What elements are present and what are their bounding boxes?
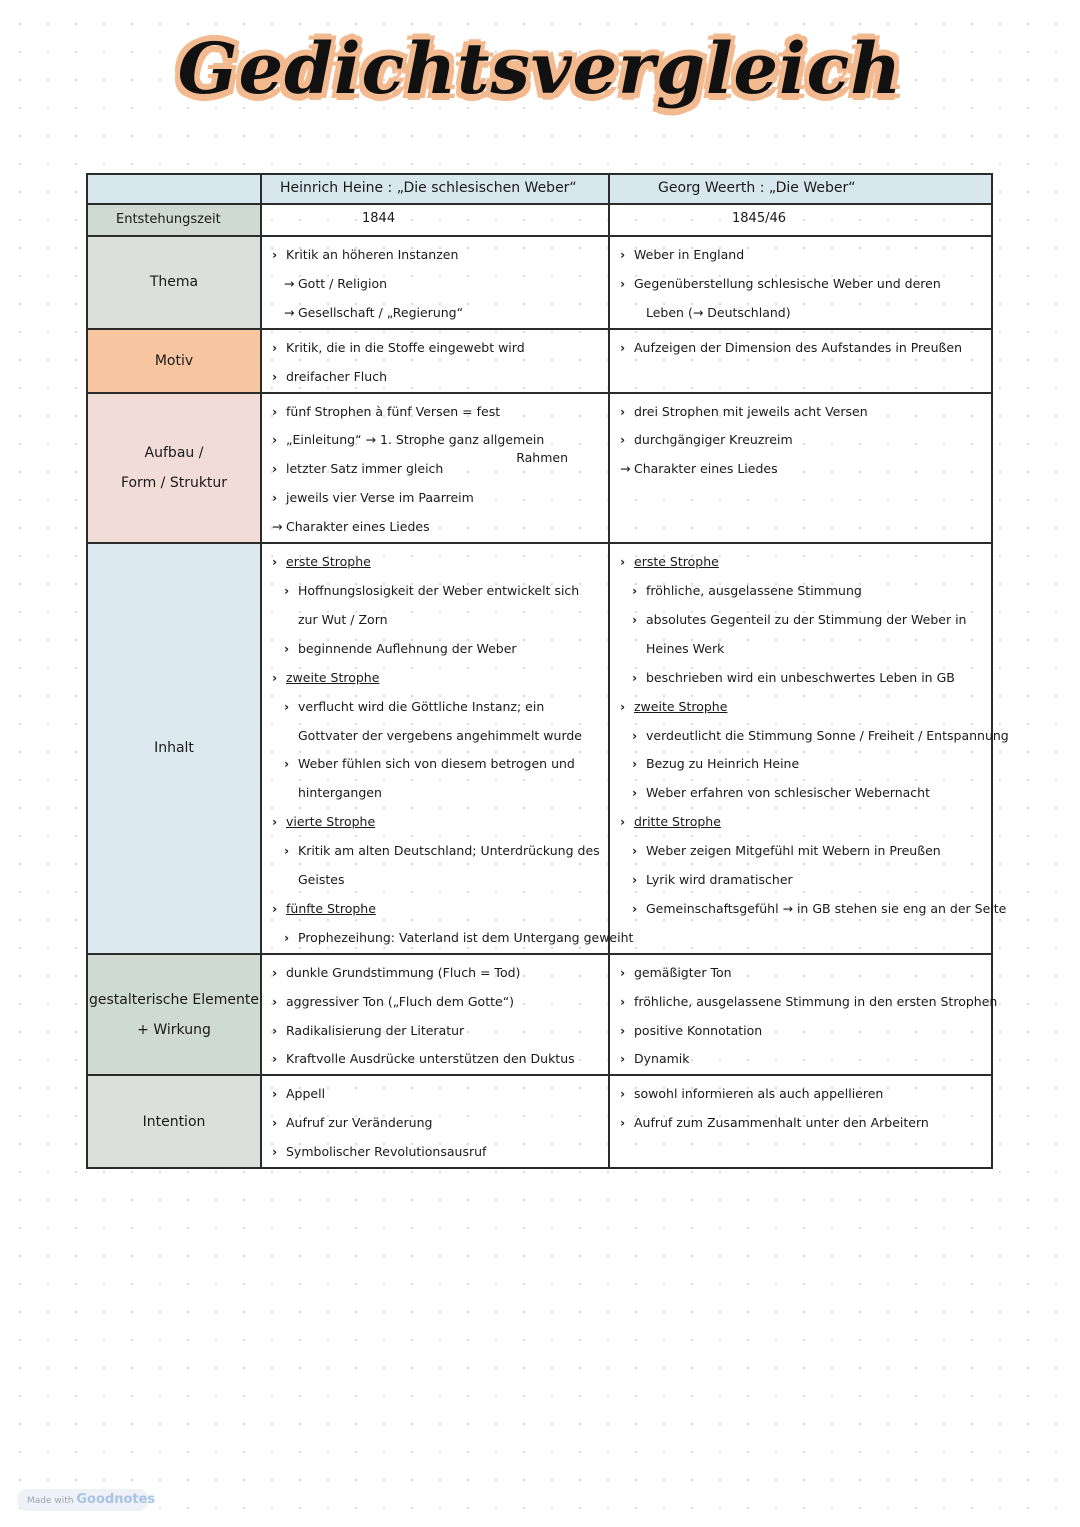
comparison-table	[86, 173, 1009, 1169]
list-item: → Gott / Religion	[272, 270, 602, 299]
list-item: › vierte Strophe	[272, 808, 602, 837]
row-intention	[87, 1075, 992, 1168]
header-weerth: Georg Weerth : „Die Weber“	[609, 174, 992, 204]
list-item: › drei Strophen mit jeweils acht Versen	[620, 398, 985, 427]
list-item: › dritte Strophe	[620, 808, 985, 837]
label-entstehungszeit: Entstehungszeit	[87, 204, 261, 236]
list-item: › Prophezeihung: Vaterland ist dem Untergang geweiht	[272, 924, 602, 953]
heine-entstehungszeit: 1844	[261, 204, 609, 236]
list-item: › sowohl informieren als auch appellieren	[620, 1080, 985, 1109]
heine-aufbau	[261, 393, 609, 544]
list-item: › aggressiver Ton („Fluch dem Gotte“)	[272, 988, 602, 1017]
list-item: › Dynamik	[620, 1045, 985, 1074]
list-item: › verflucht wird die Göttliche Instanz; ein Gottvater der vergebens angehimmelt wurde	[272, 693, 602, 751]
list-item: → Charakter eines Liedes	[272, 513, 602, 542]
label-gestalterisch	[87, 954, 261, 1076]
row-gestalterisch	[87, 954, 992, 1076]
list-item: › Bezug zu Heinrich Heine	[620, 750, 985, 779]
list-item: › letzter Satz immer gleich	[272, 455, 602, 484]
heine-gestalterisch	[261, 954, 609, 1076]
heine-motiv	[261, 329, 609, 393]
row-entstehungszeit	[87, 204, 992, 236]
list-item: › Aufruf zum Zusammenhalt unter den Arbeitern	[620, 1109, 985, 1138]
list-item: › Aufzeigen der Dimension des Aufstandes in Preußen	[620, 334, 985, 363]
list-item: › beginnende Auflehnung der Weber	[272, 635, 602, 664]
rahmen-note: Rahmen	[516, 449, 568, 465]
weerth-thema	[609, 236, 992, 329]
title-area	[0, 14, 1080, 134]
page-title: Gedichtsvergleich	[177, 27, 903, 110]
label-aufbau-line2: Form / Struktur	[120, 474, 228, 491]
list-item: › dunkle Grundstimmung (Fluch = Tod)	[272, 959, 602, 988]
heine-inhalt	[261, 543, 634, 954]
list-item: › gemäßigter Ton	[620, 959, 985, 988]
header-heine: Heinrich Heine : „Die schlesischen Weber“	[261, 174, 609, 204]
weerth-aufbau	[609, 393, 992, 544]
list-item: › Symbolischer Revolutionsausruf	[272, 1138, 602, 1167]
heine-intention	[261, 1075, 609, 1168]
weerth-entstehungszeit: 1845/46	[609, 204, 992, 236]
list-item: › Gegenüberstellung schlesische Weber und deren	[620, 270, 985, 299]
list-item: › zweite Strophe	[272, 664, 602, 693]
list-item: › fünf Strophen à fünf Versen = fest	[272, 398, 602, 427]
badge-prefix: Made with	[27, 1496, 74, 1506]
list-item: › dreifacher Fluch	[272, 363, 602, 392]
label-gestalterisch-line2: + Wirkung	[137, 1021, 211, 1038]
list-item: › Weber zeigen Mitgefühl mit Webern in Preußen	[620, 837, 985, 866]
badge-brand: Goodnotes	[76, 1492, 156, 1507]
row-motiv	[87, 329, 992, 393]
list-item: › positive Konnotation	[620, 1017, 985, 1046]
list-item: › Lyrik wird dramatischer	[620, 866, 985, 895]
weerth-gestalterisch	[609, 954, 998, 1076]
list-item: › erste Strophe	[272, 548, 602, 577]
list-item: › absolutes Gegenteil zu der Stimmung der Weber in Heines Werk	[620, 606, 985, 664]
row-inhalt	[87, 543, 992, 954]
list-item: › Kritik, die in die Stoffe eingewebt wird	[272, 334, 602, 363]
list-item: › Kraftvolle Ausdrücke unterstützen den Duktus	[272, 1045, 602, 1074]
label-intention: Intention	[87, 1075, 261, 1168]
label-inhalt: Inhalt	[87, 543, 261, 954]
list-item: › beschrieben wird ein unbeschwertes Leben in GB	[620, 664, 985, 693]
header-empty-cell	[87, 174, 261, 204]
list-item: › fünfte Strophe	[272, 895, 602, 924]
list-item: › „Einleitung“ → 1. Strophe ganz allgemein	[272, 426, 602, 455]
list-item: › Kritik an höheren Instanzen	[272, 241, 602, 270]
list-item: → Charakter eines Liedes	[620, 455, 985, 484]
label-aufbau-line1: Aufbau /	[144, 444, 204, 461]
weerth-inhalt	[609, 543, 1009, 954]
table-header-row	[87, 174, 992, 204]
weerth-motiv	[609, 329, 992, 393]
list-item: › fröhliche, ausgelassene Stimmung	[620, 577, 985, 606]
label-thema: Thema	[87, 236, 261, 329]
list-item: › verdeutlicht die Stimmung Sonne / Freiheit / Entspannung	[620, 722, 985, 751]
goodnotes-badge[interactable]	[17, 1489, 156, 1511]
label-aufbau	[87, 393, 261, 544]
label-gestalterisch-line1: gestalterische Elemente	[88, 991, 259, 1008]
list-item: › jeweils vier Verse im Paarreim	[272, 484, 602, 513]
heine-thema	[261, 236, 609, 329]
list-item: › Weber erfahren von schlesischer Webernacht	[620, 779, 985, 808]
list-item: › zweite Strophe	[620, 693, 985, 722]
list-item: › Hoffnungslosigkeit der Weber entwickelt sich zur Wut / Zorn	[272, 577, 602, 635]
list-item: › Appell	[272, 1080, 602, 1109]
row-aufbau	[87, 393, 992, 544]
list-item: › Weber in England	[620, 241, 985, 270]
list-item: Leben (→ Deutschland)	[646, 304, 791, 320]
row-thema	[87, 236, 992, 329]
list-item: › Kritik am alten Deutschland; Unterdrückung des Geistes	[272, 837, 602, 895]
weerth-intention	[609, 1075, 992, 1168]
list-item: › durchgängiger Kreuzreim	[620, 426, 985, 455]
list-item: → Gesellschaft / „Regierung“	[272, 299, 602, 328]
list-item: › Aufruf zur Veränderung	[272, 1109, 602, 1138]
list-item: › Radikalisierung der Literatur	[272, 1017, 602, 1046]
list-item: › Weber fühlen sich von diesem betrogen und hintergangen	[272, 750, 602, 808]
list-item: › Gemeinschaftsgefühl → in GB stehen sie eng an der Seite	[620, 895, 985, 924]
list-item: › erste Strophe	[620, 548, 985, 577]
list-item: › fröhliche, ausgelassene Stimmung in den ersten Strophen	[620, 988, 985, 1017]
label-motiv: Motiv	[87, 329, 261, 393]
